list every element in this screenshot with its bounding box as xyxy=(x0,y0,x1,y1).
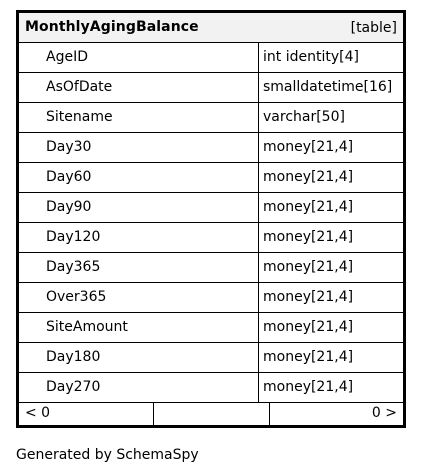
parents-count: < 0 xyxy=(19,403,154,425)
column-name: SiteAmount xyxy=(19,313,259,342)
column-name: Day270 xyxy=(19,373,259,402)
column-type: smalldatetime[16] xyxy=(263,79,393,95)
footer-spacer xyxy=(154,403,270,425)
column-type: money[21,4] xyxy=(263,289,354,305)
generated-by-text: Generated by SchemaSpy xyxy=(16,447,199,463)
column-name: Day180 xyxy=(19,343,259,372)
column-row xyxy=(19,313,403,343)
table-footer xyxy=(19,403,403,425)
column-row xyxy=(19,193,403,223)
column-type: money[21,4] xyxy=(263,139,354,155)
column-name: Day90 xyxy=(19,193,259,222)
column-name: AgeID xyxy=(19,43,259,72)
column-type: money[21,4] xyxy=(263,349,354,365)
column-name: Day60 xyxy=(19,163,259,192)
column-row xyxy=(19,253,403,283)
column-row xyxy=(19,103,403,133)
table-name: MonthlyAgingBalance xyxy=(25,19,199,35)
column-row xyxy=(19,373,403,403)
column-row xyxy=(19,73,403,103)
column-name: Day120 xyxy=(19,223,259,252)
column-type: money[21,4] xyxy=(263,259,354,275)
column-name: Sitename xyxy=(19,103,259,132)
table-header xyxy=(19,13,403,43)
column-row xyxy=(19,133,403,163)
column-type: money[21,4] xyxy=(263,199,354,215)
column-type: money[21,4] xyxy=(263,319,354,335)
column-row xyxy=(19,343,403,373)
table-node-monthlyagingbalance xyxy=(16,10,406,428)
column-name: AsOfDate xyxy=(19,73,259,102)
table-kind-label: [table] xyxy=(350,20,397,36)
column-name: Day30 xyxy=(19,133,259,162)
children-count: 0 > xyxy=(371,405,397,421)
column-type: int identity[4] xyxy=(263,49,359,65)
column-row xyxy=(19,283,403,313)
column-type: money[21,4] xyxy=(263,379,354,395)
column-row xyxy=(19,163,403,193)
column-list xyxy=(19,43,403,403)
column-name: Over365 xyxy=(19,283,259,312)
column-row xyxy=(19,43,403,73)
column-type: varchar[50] xyxy=(263,109,345,125)
column-row xyxy=(19,223,403,253)
column-name: Day365 xyxy=(19,253,259,282)
column-type: money[21,4] xyxy=(263,169,354,185)
column-type: money[21,4] xyxy=(263,229,354,245)
